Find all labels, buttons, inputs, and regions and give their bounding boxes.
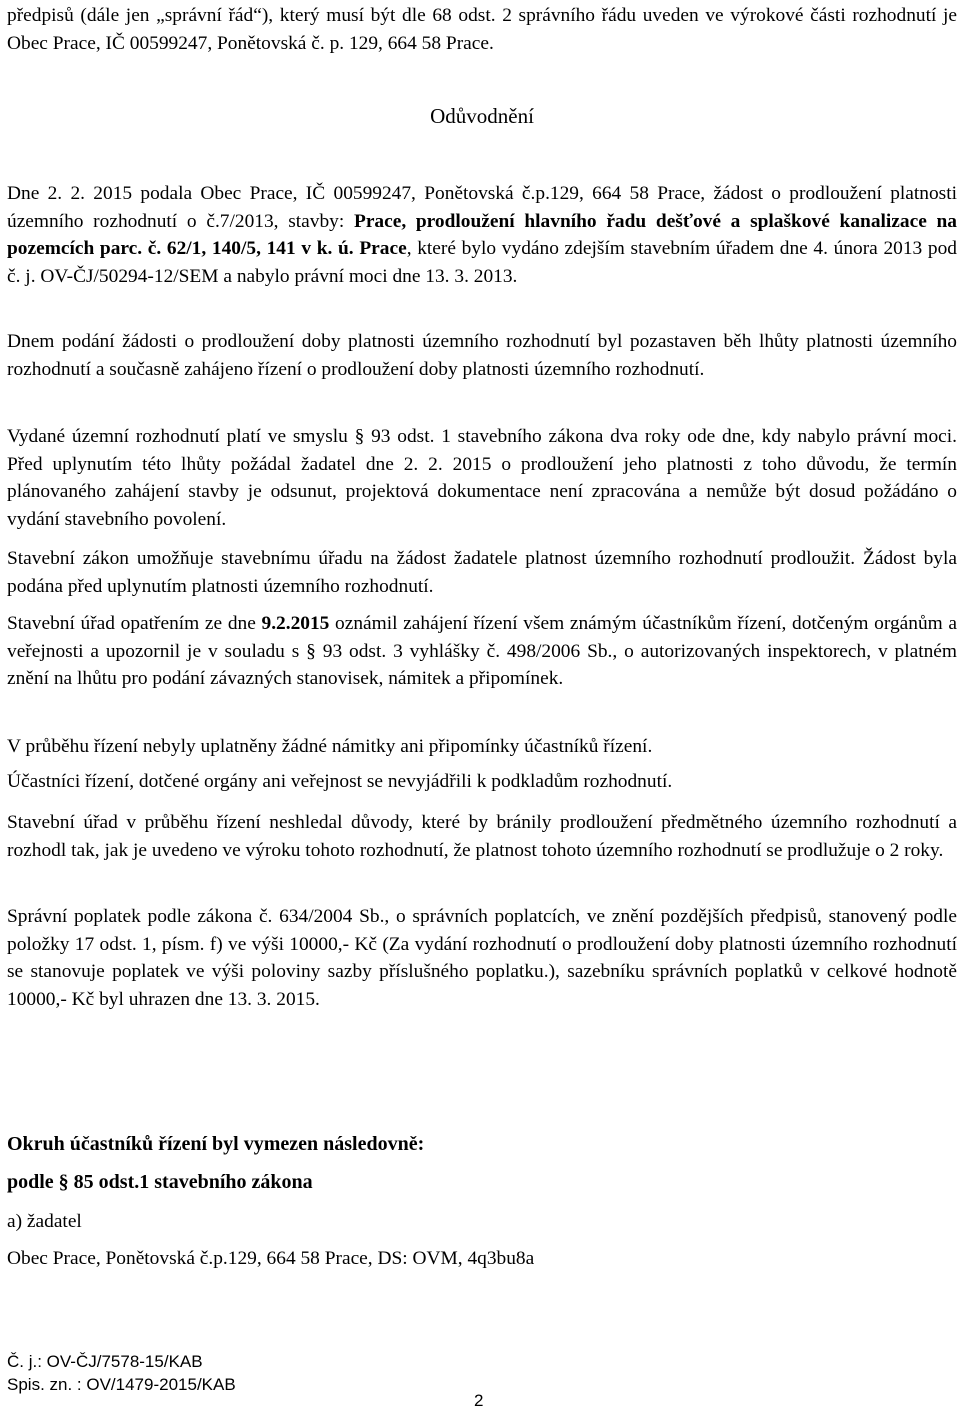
notice-paragraph [7,610,957,693]
applicant-address: Obec Prace, Ponětovská č.p.129, 664 58 Prace, DS: OVM, 4q3bu8a [7,1248,535,1269]
law-paragraph: Stavební zákon umožňuje stavebnímu úřadu na žádost žadatele platnost územního rozhodnutí prodloužit. Žádost byla podána před uplynutím platnosti územního rozhodnutí. [7,548,957,597]
page-number: 2 [474,1391,484,1410]
intro-paragraph: předpisů (dále jen „správní řád“), který musí být dle 68 odst. 2 správního řádu uveden ve výrokové části rozhodnutí je Obec Prace, IČ 00599247, Ponětovská č. p. 129, 664 58 Prace. [7,5,957,54]
fee-paragraph: Správní poplatek podle zákona č. 634/2004 Sb., o správních poplatcích, ve znění pozdějších předpisů, stanovený podle položky 17 odst. 1, písm. f) ve výši 10000,- Kč (Za vydání rozhodnutí o prodloužení doby platnosti územního rozhodnutí se stanovuje poplatek ve výši poloviny sazby příslušného poplatku.), sazebníku správních poplatků v celkové hodnotě 10000,- Kč byl uhrazen dne 13. 3. 2015. [7,906,957,1010]
validity-paragraph: Vydané územní rozhodnutí platí ve smyslu § 93 odst. 1 stavebního zákona dva roky ode dne, kdy nabylo právní moci. Před uplynutím této lhůty požádal žadatel dne 2. 2. 2015 o prodloužení jeho platnosti z toho důvodu, že termín plánovaného zahájení stavby je odsunut, projektová dokumentace není zpracována a nemůže být dosud požádáno o vydání stavebního povolení. [7,426,957,530]
notice-text-end: oznámil zahájení řízení všem známým účastníkům řízení, dotčeným orgánům a veřejnosti a upozornil je v souladu s § 93 odst. 3 vyhlášky č. 498/2006 Sb., o autorizovaných inspektorech, v platném znění na lhůtu pro podání závazných stanovisek, námitek a připomínek. [7,613,958,689]
file-number: Spis. zn. : OV/1479-2015/KAB [7,1375,236,1394]
objections-paragraph: V průběhu řízení nebyly uplatněny žádné námitky ani připomínky účastníků řízení. [7,736,653,757]
participant-category: a) žadatel [7,1211,82,1232]
reference-number: Č. j.: OV-ČJ/7578-15/KAB [7,1352,203,1371]
application-text-start: Dne 2. 2. 2015 podala Obec Prace, IČ 00599247, Ponětovská č.p.129, 664 58 Prace, žádost o prodloužení platnosti územního rozhodnutí o č.7/2013, stavby: [7,183,957,232]
application-paragraph [7,180,957,290]
participants-law: podle § 85 odst.1 stavebního zákona [7,1171,313,1193]
section-heading: Odůvodnění [430,104,534,128]
notice-text-start: Stavební úřad opatřením ze dne [7,613,262,634]
notice-date: 9.2.2015 [261,613,330,634]
construction-name: Prace, prodloužení hlavního řadu dešťové a splaškové kanalizace na pozemcích parc. č. 62/1, 140/5, 141 v k. ú. Prace [7,210,958,259]
participants-statement-paragraph: Účastníci řízení, dotčené orgány ani veřejnost se nevyjádřili k podkladům rozhodnutí. [7,771,673,792]
decision-paragraph: Stavební úřad v průběhu řízení neshledal důvody, které by bránily prodloužení předmětného územního rozhodnutí a rozhodl tak, jak je uvedeno ve výroku tohoto rozhodnutí, že platnost tohoto územního rozhodnutí se prodlužuje o 2 roky. [7,812,957,861]
application-text-end: , které bylo vydáno zdejším stavebním úřadem dne 4. února 2013 pod č. j. OV-ČJ/50294-12/SEM a nabylo právní moci dne 13. 3. 2013. [7,238,957,287]
participants-title: Okruh účastníků řízení byl vymezen následovně: [7,1133,425,1155]
suspension-paragraph: Dnem podání žádosti o prodloužení doby platnosti územního rozhodnutí byl pozastaven běh lhůty platnosti územního rozhodnutí a současně zahájeno řízení o prodloužení doby platnosti územního rozhodnutí. [7,331,957,380]
